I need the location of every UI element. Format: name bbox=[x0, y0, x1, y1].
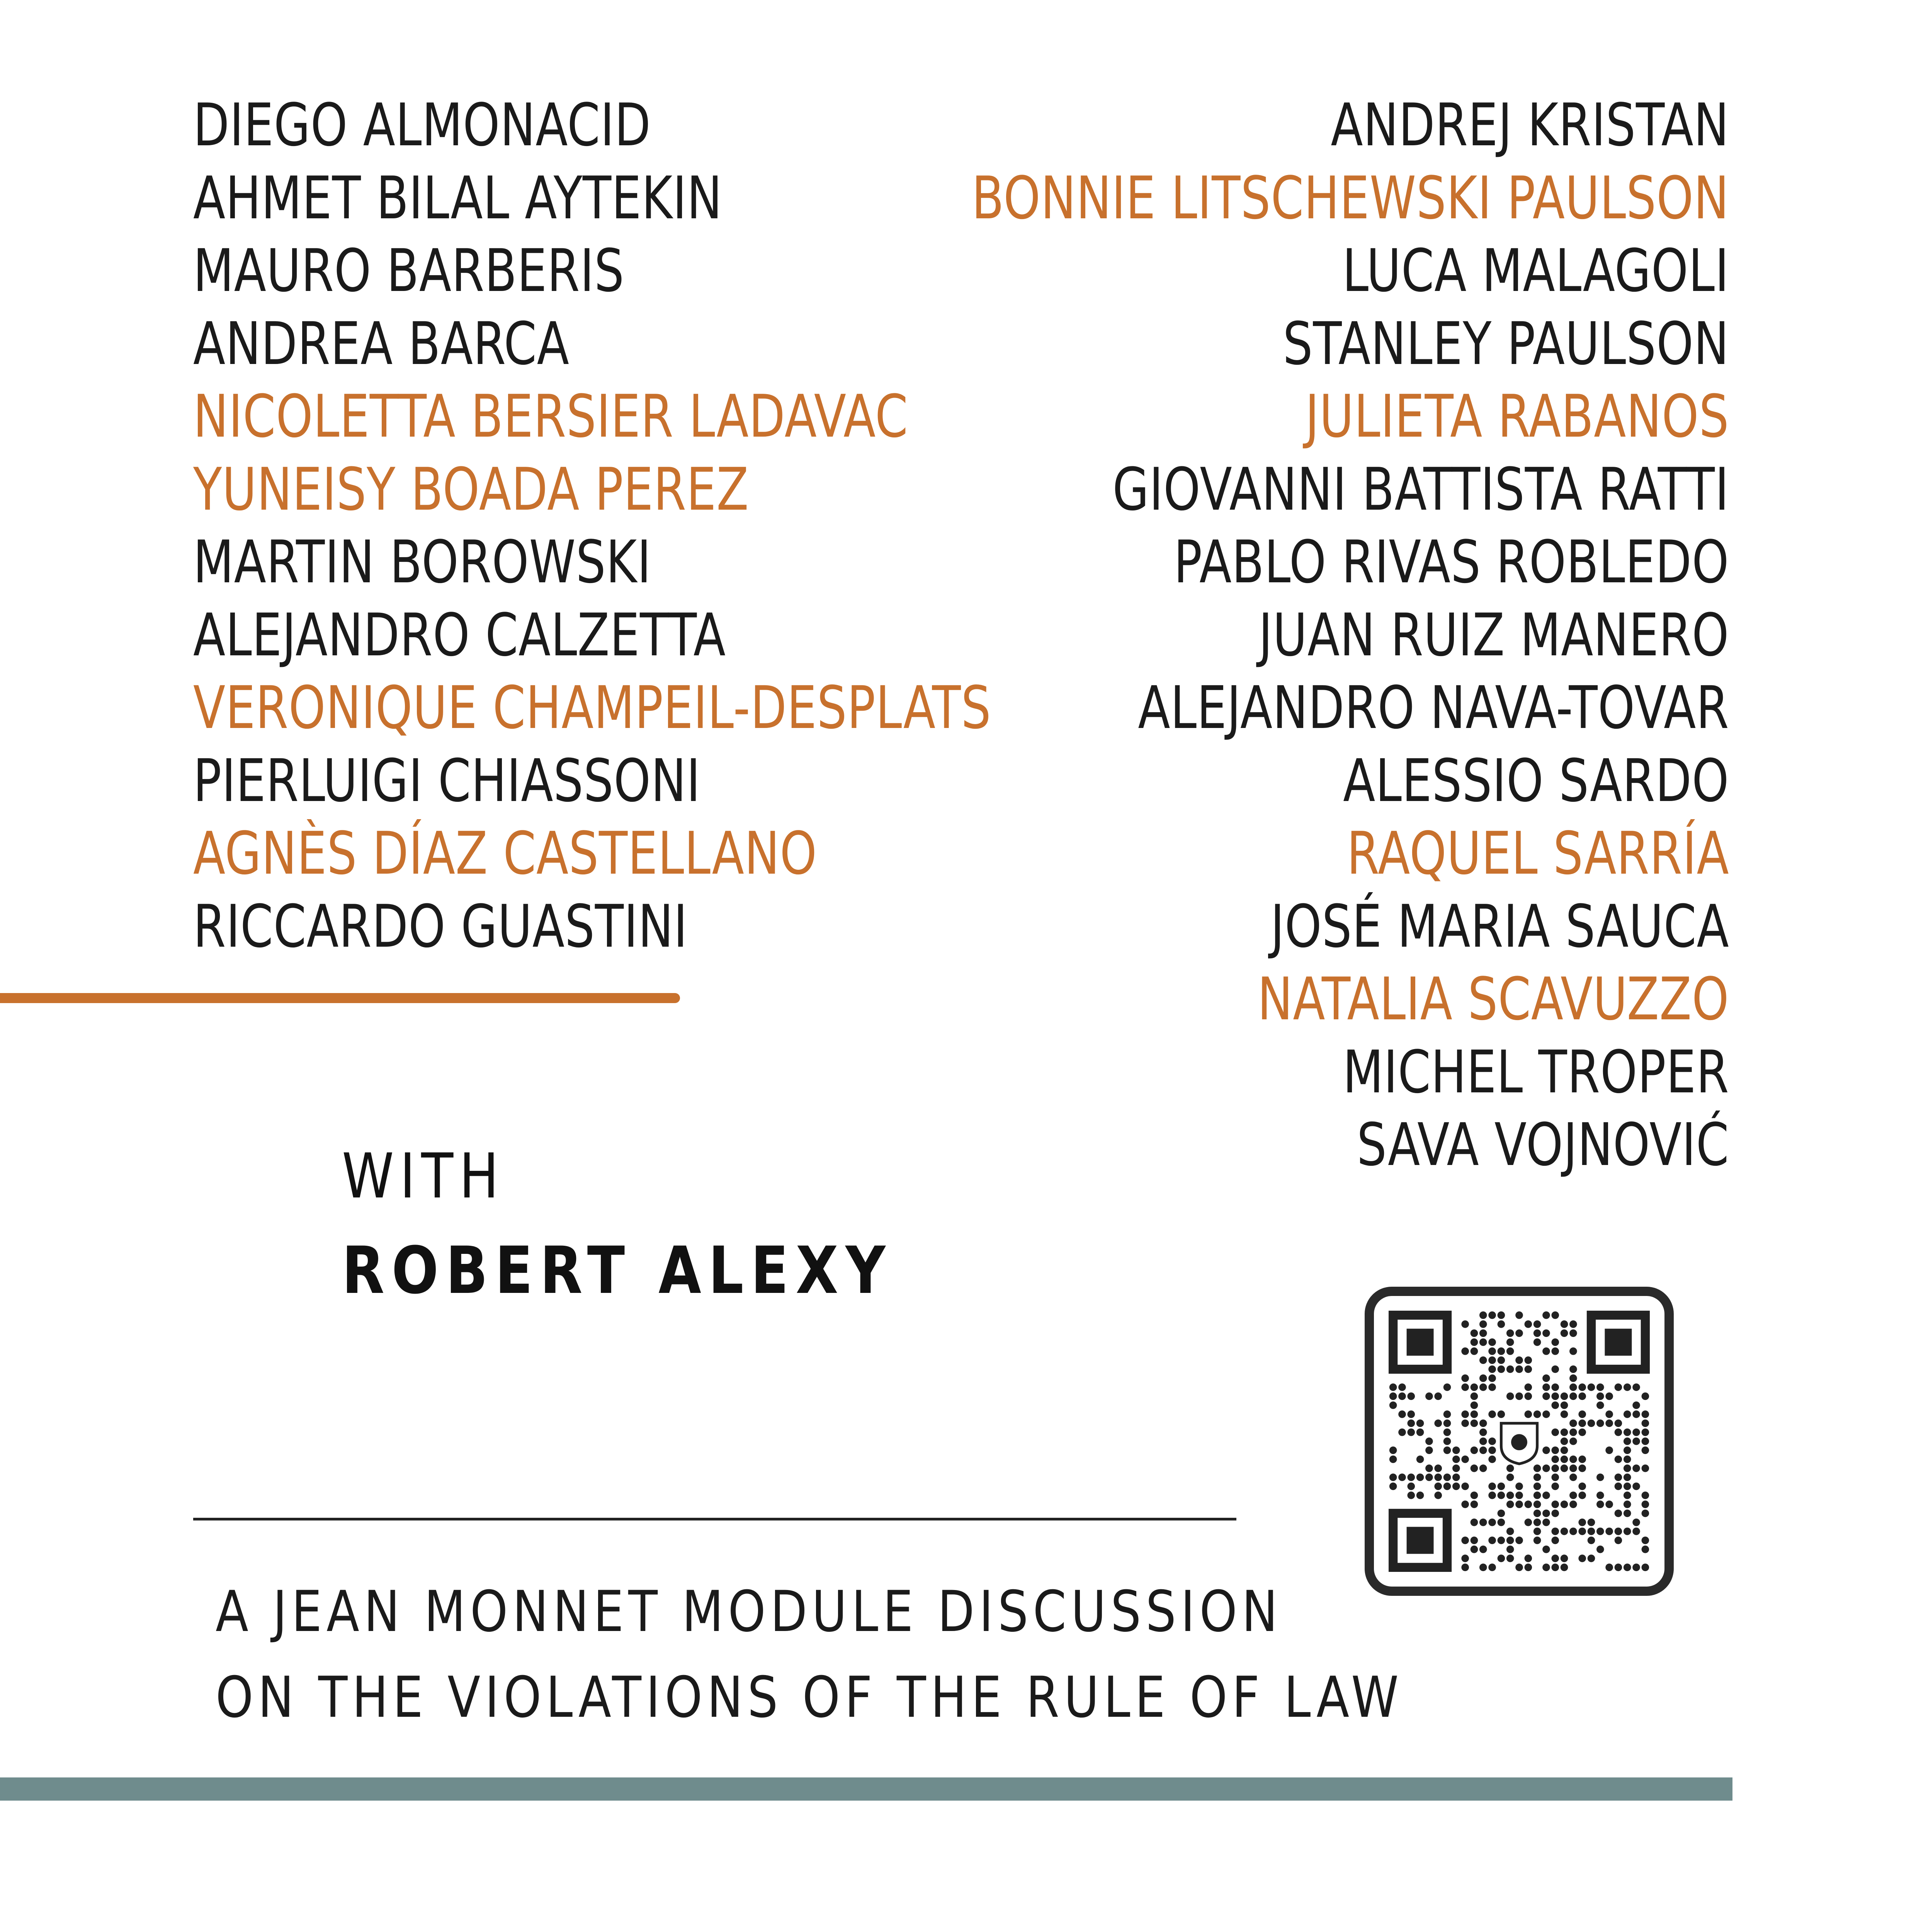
speaker-name: SAVA VOJNOVIĆ bbox=[1357, 1111, 1729, 1179]
with-label: WITH bbox=[342, 1140, 505, 1212]
speaker-name: JOSÉ MARIA SAUCA bbox=[1270, 892, 1729, 961]
speaker-name: DIEGO ALMONACID bbox=[193, 91, 651, 159]
speaker-name: PABLO RIVAS ROBLEDO bbox=[1173, 528, 1729, 596]
speaker-name: ALEJANDRO CALZETTA bbox=[193, 600, 726, 669]
speaker-name: RAQUEL SARRÍA bbox=[1346, 819, 1729, 888]
speaker-name: ANDREJ KRISTAN bbox=[1330, 91, 1729, 159]
subtitle-line-2: ON THE VIOLATIONS OF THE RULE OF LAW bbox=[216, 1665, 1403, 1730]
speaker-name: ALESSIO SARDO bbox=[1343, 746, 1729, 815]
speaker-name: ALEJANDRO NAVA-TOVAR bbox=[1137, 673, 1729, 742]
speaker-name: MARTIN BOROWSKI bbox=[193, 528, 651, 596]
qr-code-icon bbox=[1389, 1311, 1650, 1572]
speaker-name: YUNEISY BOADA PEREZ bbox=[193, 455, 749, 524]
speaker-name: MICHEL TROPER bbox=[1343, 1037, 1729, 1106]
speaker-name: RICCARDO GUASTINI bbox=[193, 892, 688, 961]
qr-code[interactable] bbox=[1365, 1287, 1674, 1596]
speaker-name: AHMET BILAL AYTEKIN bbox=[193, 163, 723, 232]
speaker-name: NATALIA SCAVUZZO bbox=[1257, 965, 1729, 1033]
speaker-name: VERONIQUE CHAMPEIL-DESPLATS bbox=[193, 673, 991, 742]
speaker-name: MAURO BARBERIS bbox=[193, 236, 625, 305]
speakers-right-column bbox=[782, 89, 1729, 1182]
speaker-name: ANDREA BARCA bbox=[193, 309, 570, 378]
speaker-name: AGNÈS DÍAZ CASTELLANO bbox=[193, 819, 817, 888]
speaker-name: NICOLETTA BERSIER LADAVAC bbox=[193, 382, 908, 451]
speaker-name: PIERLUIGI CHIASSONI bbox=[193, 746, 701, 815]
divider-line bbox=[193, 1518, 1236, 1520]
subtitle-line-1: A JEAN MONNET MODULE DISCUSSION bbox=[216, 1579, 1282, 1645]
speaker-name: JULIETA RABANOS bbox=[1305, 382, 1729, 451]
keynote-speaker: ROBERT ALEXY bbox=[342, 1233, 893, 1308]
orange-divider bbox=[0, 993, 680, 1003]
speaker-name: LUCA MALAGOLI bbox=[1342, 236, 1729, 305]
speaker-name: JUAN RUIZ MANERO bbox=[1258, 600, 1729, 669]
teal-divider bbox=[0, 1777, 1732, 1801]
speaker-name: BONNIE LITSCHEWSKI PAULSON bbox=[971, 163, 1729, 232]
subtitle bbox=[216, 1569, 1403, 1740]
speaker-name: STANLEY PAULSON bbox=[1282, 309, 1729, 378]
speaker-name: GIOVANNI BATTISTA RATTI bbox=[1112, 455, 1729, 524]
